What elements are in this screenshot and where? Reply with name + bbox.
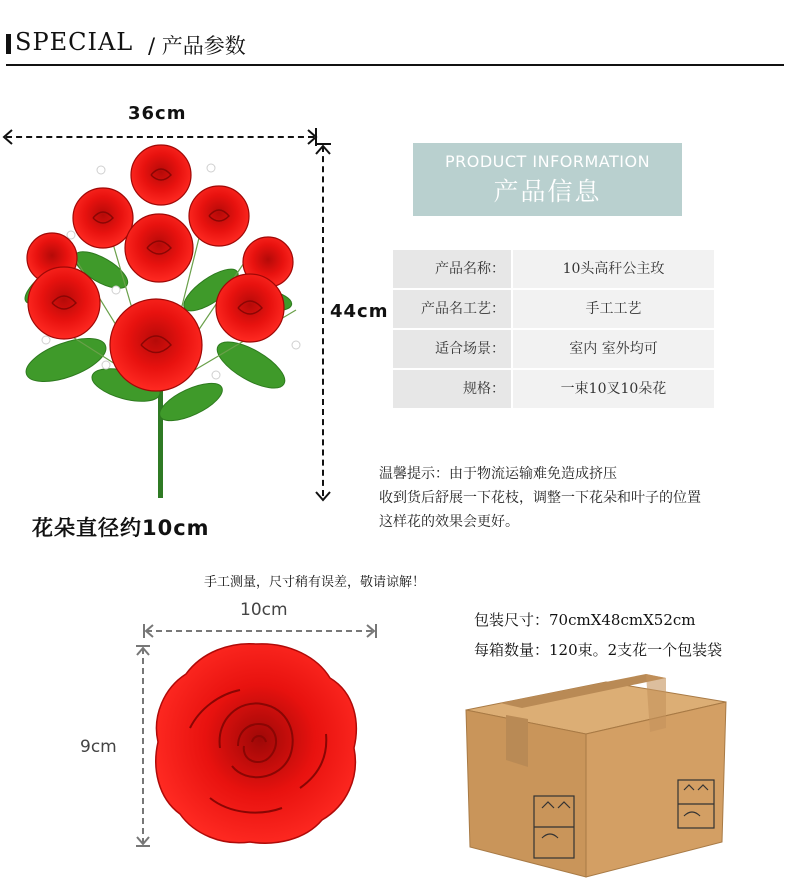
header-accent-bar bbox=[6, 34, 11, 54]
single-rose-image bbox=[150, 638, 362, 848]
header-divider bbox=[6, 64, 784, 66]
package-count: 每箱数量：120束。2支花一个包装袋 bbox=[474, 641, 723, 659]
product-info-title-en: PRODUCT INFORMATION bbox=[444, 152, 651, 171]
table-row bbox=[393, 330, 714, 368]
spec-label: 适合场景： bbox=[393, 330, 511, 368]
flower-diameter-caption: 花朵直径约10cm bbox=[32, 516, 210, 540]
table-row bbox=[393, 250, 714, 288]
spec-table bbox=[393, 250, 714, 410]
spec-label: 规格： bbox=[393, 370, 511, 408]
table-row bbox=[393, 290, 714, 328]
spec-value: 室内 室外均可 bbox=[513, 330, 714, 368]
header-title-en: SPECIAL bbox=[15, 28, 134, 56]
rose-bouquet-image bbox=[6, 140, 318, 502]
header-title-cn-text: 产品参数 bbox=[161, 34, 246, 58]
spec-label: 产品名称： bbox=[393, 250, 511, 288]
measurement-note: 手工测量，尺寸稍有误差，敬请谅解！ bbox=[204, 575, 426, 590]
care-tip-line: 温馨提示：由于物流运输难免造成挤压 bbox=[379, 466, 617, 482]
cardboard-box-image bbox=[460, 672, 730, 882]
spec-value: 手工工艺 bbox=[513, 290, 714, 328]
spec-value: 10头高秆公主玫 bbox=[513, 250, 714, 288]
table-row bbox=[393, 370, 714, 408]
spec-value: 一束10叉10朵花 bbox=[513, 370, 714, 408]
header-title-cn bbox=[148, 30, 246, 60]
product-info-title-cn: 产品信息 bbox=[493, 177, 602, 206]
care-tip-line: 收到货后舒展一下花枝，调整一下花朵和叶子的位置 bbox=[379, 490, 701, 506]
header-separator: / bbox=[148, 34, 156, 58]
product-info-banner bbox=[413, 143, 682, 216]
bouquet-height-label: 44cm bbox=[330, 301, 389, 322]
spec-label: 产品名工艺： bbox=[393, 290, 511, 328]
flower-height-label: 9cm bbox=[80, 737, 117, 757]
bouquet-width-label: 36cm bbox=[128, 103, 187, 124]
care-tip bbox=[379, 462, 701, 534]
package-size: 包装尺寸：70cmX48cmX52cm bbox=[474, 611, 696, 629]
care-tip-line: 这样花的效果会更好。 bbox=[379, 514, 519, 530]
flower-width-label: 10cm bbox=[240, 600, 288, 620]
